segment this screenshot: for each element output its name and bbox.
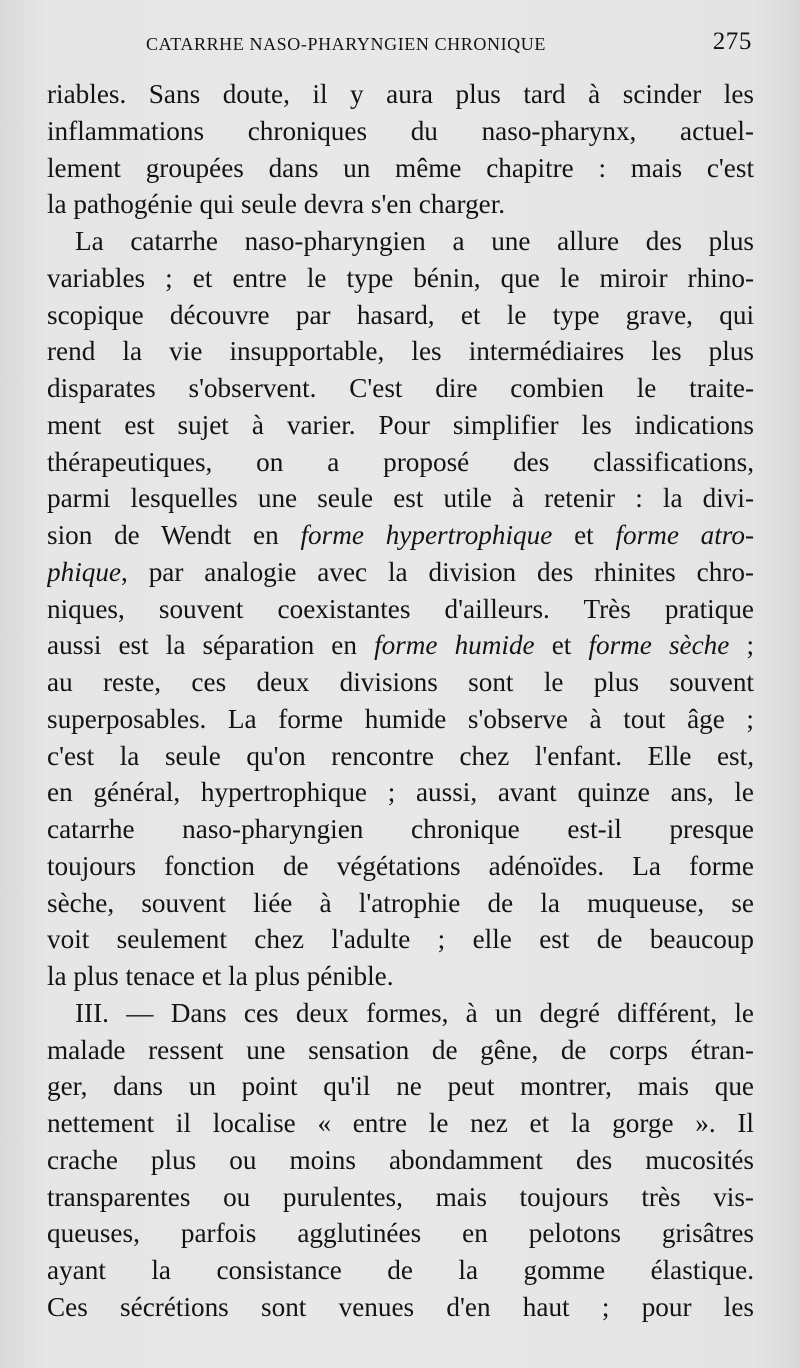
text-line: sèche, souvent liée à l'atrophie de la muqueuse, se <box>47 887 754 918</box>
text-line: rend la vie insupportable, les intermédiaires les plus <box>47 336 754 367</box>
text-line: queuses, parfois agglutinées en pelotons grisâtres <box>47 1218 754 1249</box>
italic-term: phique <box>47 556 121 587</box>
text-segment: et <box>574 520 594 550</box>
text-line: niques, souvent coexistantes d'ailleurs. Très pratique <box>47 593 754 624</box>
text-line: disparates s'observent. C'est dire combien le traite- <box>47 373 754 403</box>
page-number: 275 <box>712 28 752 55</box>
text-line: nettement il localise « entre le nez et la gorge ». Il <box>47 1108 754 1138</box>
text-line: transparentes ou purulentes, mais toujours très vis- <box>47 1181 754 1212</box>
italic-term: forme humide <box>374 630 535 661</box>
text-line: crache plus ou moins abondamment des mucosités <box>47 1144 754 1175</box>
text-line: toujours fonction de végétations adénoïdes. La forme <box>47 850 754 881</box>
text-line: superposables. La forme humide s'observe à tout âge ; <box>47 703 754 734</box>
text-line: ayant la consistance de la gomme élastique. <box>47 1255 754 1285</box>
text-line: La catarrhe naso-pharyngien a une allure des plus <box>75 226 754 256</box>
text-line-mixed <box>47 517 754 554</box>
text-line: au reste, ces deux divisions sont le plus souvent <box>47 667 754 697</box>
text-segment: ; <box>729 630 754 661</box>
italic-term: forme sèche <box>588 630 730 661</box>
text-segment: aussi est la séparation en <box>47 630 357 661</box>
text-line: en général, hypertrophique ; aussi, avant quinze ans, le <box>47 777 754 808</box>
text-line: c'est la seule qu'on rencontre chez l'enfant. Elle est, <box>47 740 754 771</box>
text-segment: , par analogie avec la division des rhinites chro- <box>121 556 754 587</box>
text-line: catarrhe naso-pharyngien chronique est-il presque <box>47 814 754 844</box>
text-line: malade ressent une sensation de gêne, de corps étran- <box>47 1034 754 1065</box>
text-line: riables. Sans doute, il y aura plus tard à scinder les <box>47 79 754 109</box>
text-line: ment est sujet à varier. Pour simplifier les indications <box>47 409 754 440</box>
text-line: scopique découvre par hasard, et le type grave, qui <box>47 299 754 330</box>
text-line: ger, dans un point qu'il ne peut montrer, mais que <box>47 1071 754 1102</box>
text-line: voit seulement chez l'adulte ; elle est de beaucoup <box>47 924 754 955</box>
text-segment: sion de Wendt en <box>47 520 279 550</box>
text-line: variables ; et entre le type bénin, que le miroir rhino- <box>47 262 754 293</box>
text-line-mixed <box>47 554 754 591</box>
italic-term: forme hypertrophique <box>300 520 553 550</box>
text-line: inflammations chroniques du naso-pharynx, actuel- <box>47 115 754 146</box>
text-line: III. — Dans ces deux formes, à un degré différent, le <box>75 997 754 1028</box>
text-line-mixed <box>47 627 754 664</box>
running-header <box>146 28 752 62</box>
text-line: lement groupées dans un même chapitre : mais c'est <box>47 152 754 183</box>
running-title: CATARRHE NASO-PHARYNGIEN CHRONIQUE <box>146 34 546 54</box>
text-line: la plus tenace et la plus pénible. <box>47 961 394 991</box>
text-line: thérapeutiques, on a proposé des classifications, <box>47 446 754 477</box>
text-line: parmi lesquelles une seule est utile à retenir : la divi- <box>47 483 754 514</box>
text-line: Ces sécrétions sont venues d'en haut ; pour les <box>47 1291 754 1322</box>
page-body-text <box>47 76 754 1326</box>
text-line: la pathogénie qui seule devra s'en charger. <box>47 189 506 220</box>
text-segment: et <box>551 630 572 661</box>
italic-term: forme atro- <box>615 520 754 550</box>
